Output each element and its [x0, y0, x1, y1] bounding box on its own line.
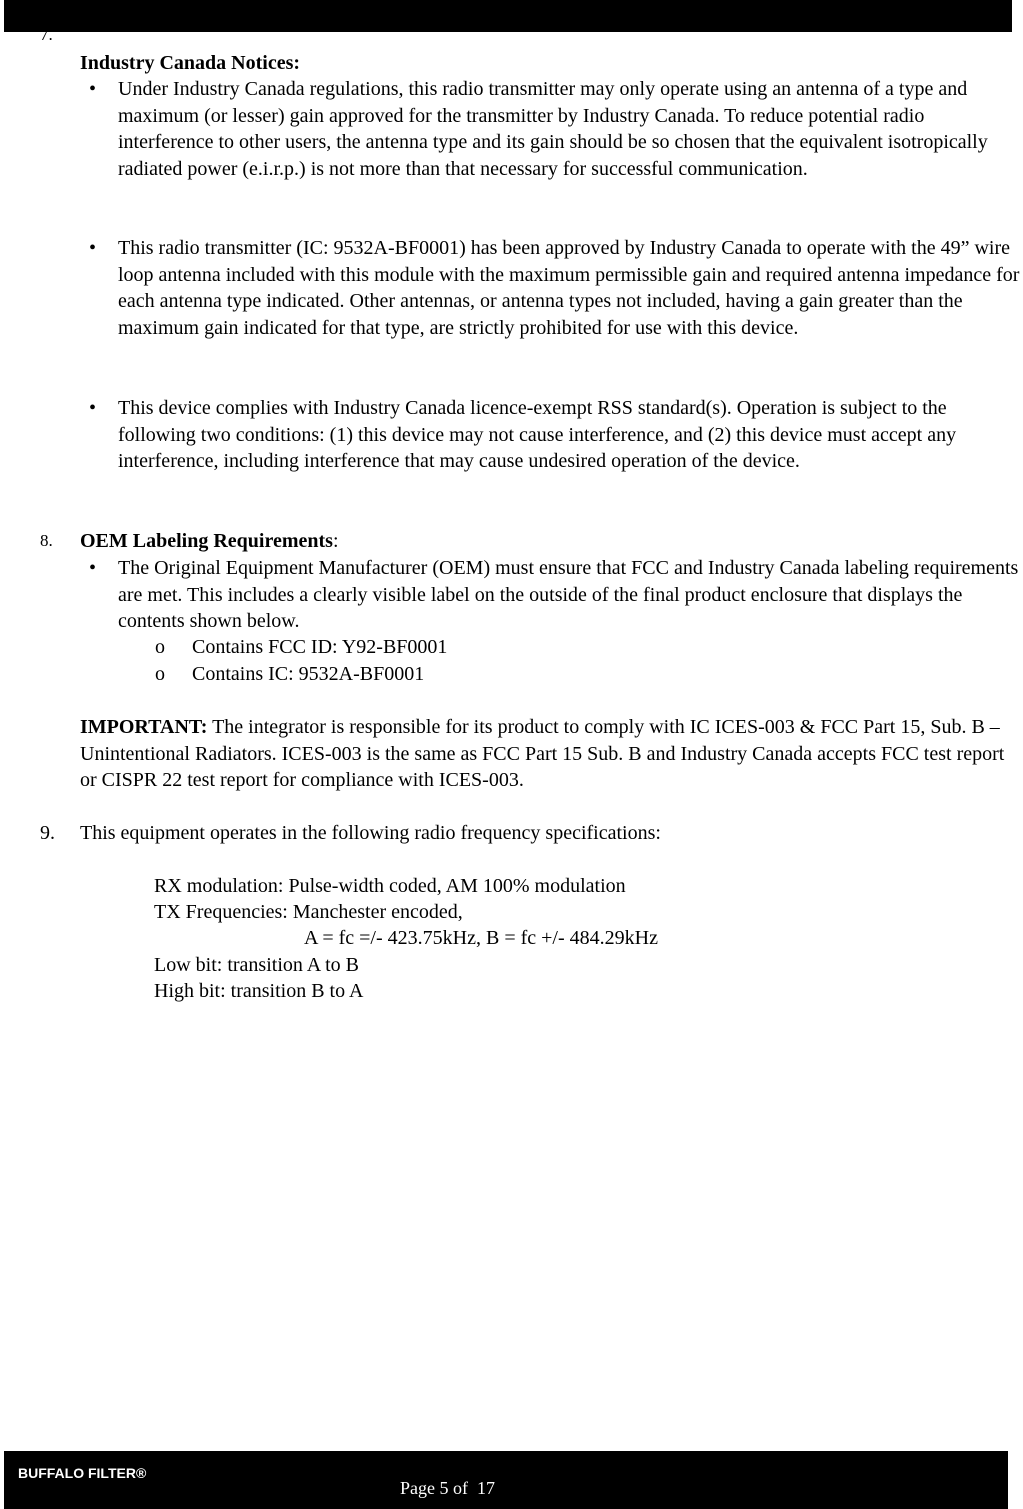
section-8-bullet: The Original Equipment Manufacturer (OEM) must ensure that FCC and Industry Canada labeling requirements are met. This includes a clearly visible label on the outside of the final product enclosure that displays the contents shown below. [118, 557, 1019, 632]
bullet-marker: • [89, 78, 97, 100]
sub-item-ic: Contains IC: 9532A-BF0001 [192, 663, 425, 685]
tx-frequencies: TX Frequencies: Manchester encoded, [154, 901, 463, 923]
section-9-number: 9. [40, 822, 55, 844]
section-7-title: Industry Canada Notices: [80, 52, 301, 74]
bullet-marker: • [89, 557, 97, 579]
brand-name: BUFFALO FILTER® [18, 1465, 147, 1481]
footer-bar [4, 1451, 1008, 1509]
page-number: Page 5 of 17 [400, 1478, 495, 1498]
bullet-marker: • [89, 397, 97, 419]
section-8-number: 8. [40, 531, 53, 550]
tx-frequency-values: A = fc =/- 423.75kHz, B = fc +/- 484.29kHz [304, 927, 658, 949]
rx-modulation: RX modulation: Pulse-width coded, AM 100% modulation [154, 875, 626, 897]
section-8-title: OEM Labeling Requirements [80, 530, 333, 552]
low-bit: Low bit: transition A to B [154, 954, 360, 976]
sub-item-fcc-id: Contains FCC ID: Y92-BF0001 [192, 636, 448, 658]
section-7-bullet-1: Under Industry Canada regulations, this radio transmitter may only operate using an antenna of a type and maximum (or lesser) gain approved for the transmitter by Industry Canada. To reduce potential radio interference to other users, the antenna type and its gain should be so chosen that the equivalent isotropically radiated power (e.i.r.p.) is not more than that necessary for successful communication. [118, 78, 988, 180]
sub-bullet-marker: o [155, 663, 165, 685]
important-text: The integrator is responsible for its product to comply with IC ICES-003 & FCC Part 15, Sub. B – Unintentional Radiators. ICES-003 is the same as FCC Part 15 Sub. B and Industry Canada accepts FCC test report or CISPR 22 test report for compliance with ICES-003. [80, 716, 1005, 791]
section-7-bullet-2: This radio transmitter (IC: 9532A-BF0001) has been approved by Industry Canada to operate with the 49” wire loop antenna included with this module with the maximum permissible gain and required antenna impedance for each antenna type indicated. Other antennas, or antenna types not included, having a gain greater than the maximum gain indicated for that type, are strictly prohibited for use with this device. [118, 237, 1020, 339]
sub-bullet-marker: o [155, 636, 165, 658]
header-bar [4, 0, 1012, 32]
important-notice [80, 714, 1023, 794]
section-7-number: 7. [40, 25, 53, 44]
section-7-bullet-3: This device complies with Industry Canada licence-exempt RSS standard(s). Operation is subject to the following two conditions: (1) this device may not cause interference, and (2) this device must accept any interference, including interference that may cause undesired operation of the device. [118, 397, 957, 472]
important-label: IMPORTANT: [80, 716, 208, 738]
high-bit: High bit: transition B to A [154, 980, 364, 1002]
section-8-heading [80, 528, 339, 554]
section-9-intro: This equipment operates in the following radio frequency specifications: [80, 822, 661, 844]
bullet-marker: • [89, 237, 97, 259]
section-8-title-colon: : [332, 530, 339, 552]
